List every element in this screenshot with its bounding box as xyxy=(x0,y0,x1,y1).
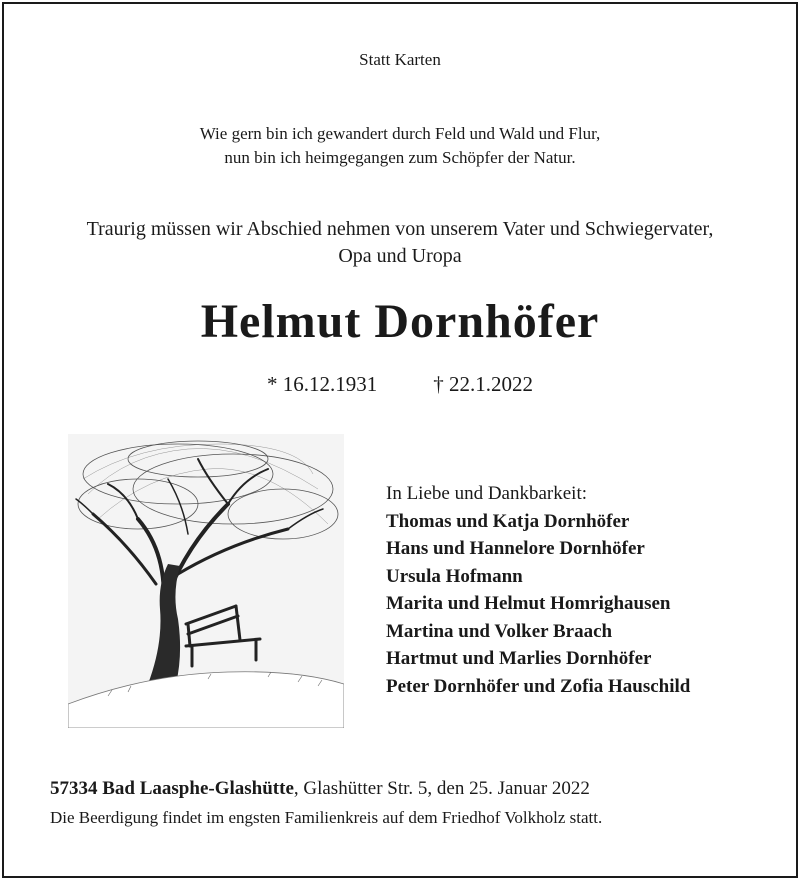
mourner-name: Thomas und Katja Dornhöfer xyxy=(386,510,630,532)
mourner-name: Ursula Hofmann xyxy=(386,565,523,587)
obituary-card xyxy=(2,2,798,878)
footer-funeral-note: Die Beerdigung findet im engsten Familienkreis auf dem Friedhof Volkholz statt. xyxy=(50,808,603,827)
poem xyxy=(4,122,796,170)
header-text: Statt Karten xyxy=(359,50,441,69)
mourner-name: Martina und Volker Braach xyxy=(386,620,613,642)
life-dates xyxy=(4,372,796,397)
footer-place: 57334 Bad Laasphe-Glashütte xyxy=(50,778,294,799)
poem-line-1: Wie gern bin ich gewandert durch Feld und Wald und Flur, xyxy=(199,124,601,143)
intro-line-1: Traurig müssen wir Abschied nehmen von unserem Vater und Schwiegervater, xyxy=(86,218,714,240)
footer-address-line xyxy=(50,774,602,803)
mourner-name: Hans und Hannelore Dornhöfer xyxy=(386,538,645,559)
footer-address-date: , Glashütter Str. 5, den 25. Januar 2022 xyxy=(293,778,590,799)
mourner-name: Marita und Helmut Homrighausen xyxy=(386,593,671,614)
intro-line-2: Opa und Uropa xyxy=(338,245,462,267)
mourner-name: Hartmut und Marlies Dornhöfer xyxy=(386,648,652,669)
deceased-name: Helmut Dornhöfer xyxy=(200,295,600,348)
footer xyxy=(50,774,602,832)
birth-date: * 16.12.1931 xyxy=(267,372,378,396)
intro-text xyxy=(4,216,796,270)
tree-with-bench-illustration xyxy=(68,434,344,728)
mourner-name: Peter Dornhöfer und Zofia Hauschild xyxy=(386,675,691,697)
mourners-list xyxy=(386,480,690,700)
poem-line-2: nun bin ich heimgegangen zum Schöpfer der Natur. xyxy=(224,148,576,167)
death-date: † 22.1.2022 xyxy=(433,372,533,396)
mourners-lead: In Liebe und Dankbarkeit: xyxy=(386,483,588,504)
